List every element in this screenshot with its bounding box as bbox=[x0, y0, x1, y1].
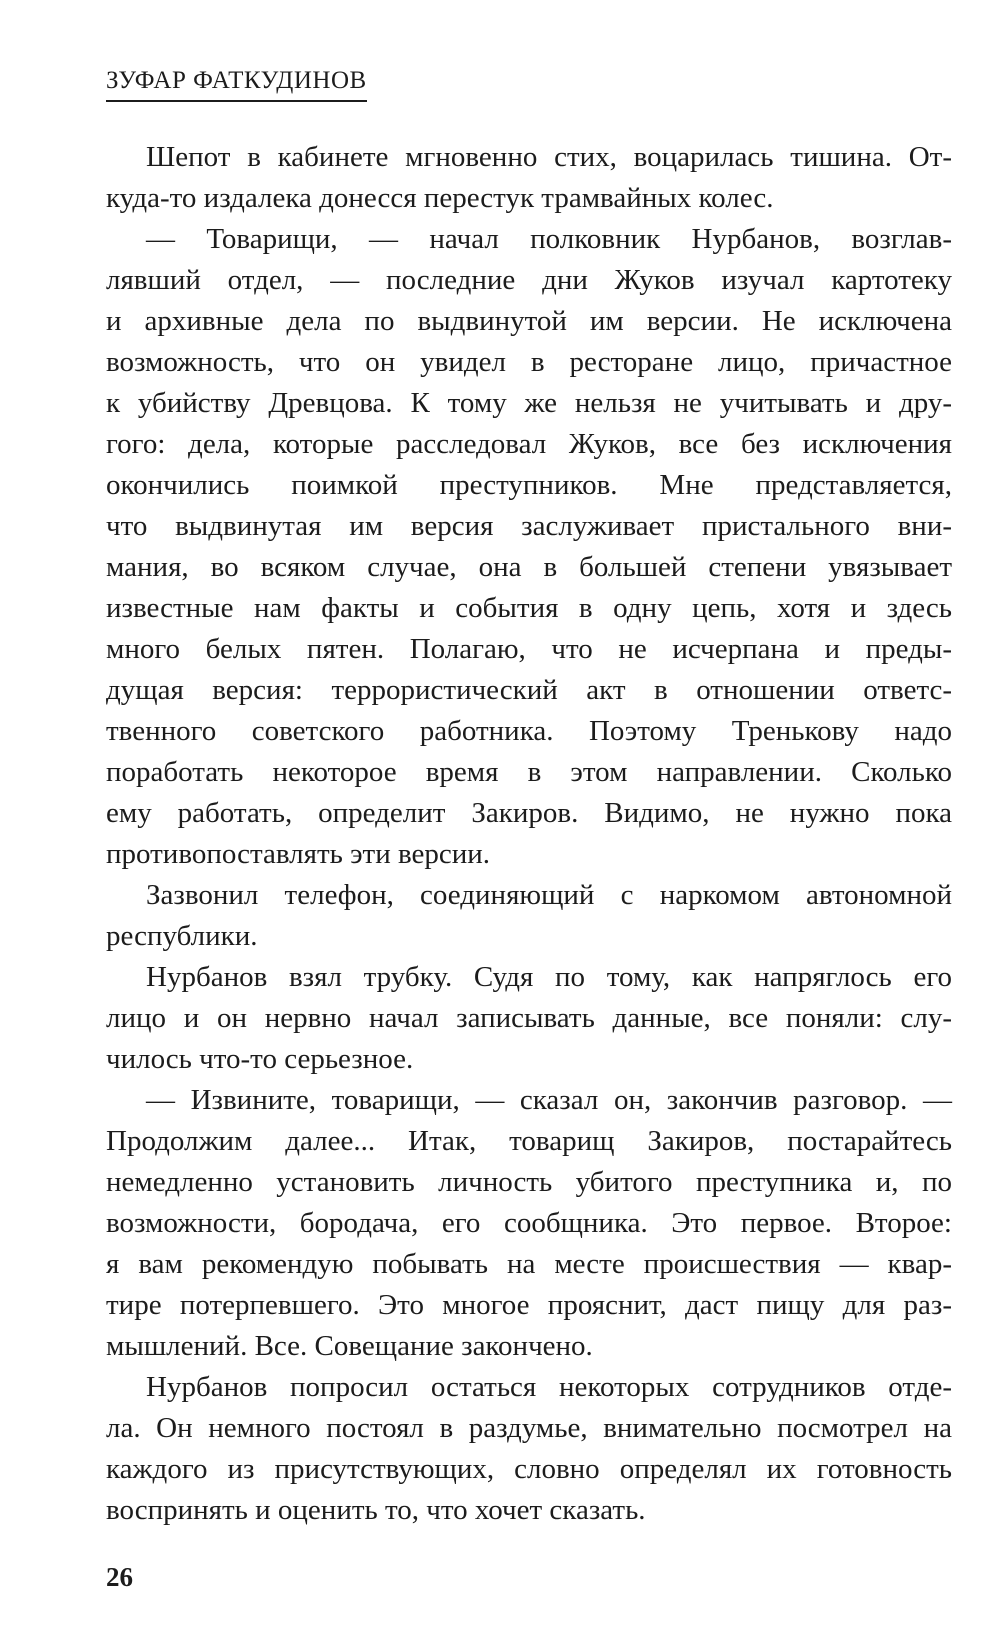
text-line: поработать некоторое время в этом направлении. Сколько bbox=[106, 756, 952, 788]
text-line: гого: дела, которые расследовал Жуков, все без исключения bbox=[106, 428, 952, 460]
text-line: воспринять и оценить то, что хочет сказать. bbox=[106, 1494, 646, 1526]
text-line: куда-то издалека донесся перестук трамвайных колес. bbox=[106, 182, 774, 214]
text-line: ла. Он немного постоял в раздумье, внимательно посмотрел на bbox=[106, 1412, 952, 1444]
text-line: Продолжим далее... Итак, товарищ Закиров, постарайтесь bbox=[106, 1125, 952, 1157]
text-line: каждого из присутствующих, словно определял их готовность bbox=[106, 1453, 952, 1485]
text-line: немедленно установить личность убитого преступника и, по bbox=[106, 1166, 952, 1198]
text-line: возможности, бородача, его сообщника. Это первое. Второе: bbox=[106, 1207, 952, 1239]
text-line: Шепот в кабинете мгновенно стих, воцарилась тишина. От- bbox=[146, 141, 952, 173]
text-line: республики. bbox=[106, 920, 258, 952]
text-line: чилось что-то серьезное. bbox=[106, 1043, 414, 1075]
text-line: Нурбанов попросил остаться некоторых сотрудников отде- bbox=[146, 1371, 952, 1403]
text-line: мышлений. Все. Совещание закончено. bbox=[106, 1330, 593, 1362]
text-line: дущая версия: террористический акт в отношении ответс- bbox=[106, 674, 952, 706]
text-line: возможность, что он увидел в ресторане лицо, причастное bbox=[106, 346, 952, 378]
text-line: я вам рекомендую побывать на месте происшествия — квар- bbox=[106, 1248, 952, 1280]
text-line: — Товарищи, — начал полковник Нурбанов, возглав- bbox=[146, 223, 952, 255]
text-line: Зазвонил телефон, соединяющий с наркомом автономной bbox=[146, 879, 952, 911]
text-line: окончились поимкой преступников. Мне представляется, bbox=[106, 469, 952, 501]
text-line: мания, во всяком случае, она в большей степени увязывает bbox=[106, 551, 952, 583]
text-line: тире потерпевшего. Это многое прояснит, даст пищу для раз- bbox=[106, 1289, 952, 1321]
text-line: известные нам факты и события в одну цепь, хотя и здесь bbox=[106, 592, 952, 624]
text-line: лицо и он нервно начал записывать данные, все поняли: слу- bbox=[106, 1002, 952, 1034]
running-head: ЗУФАР ФАТКУДИНОВ bbox=[106, 64, 367, 102]
text-line: твенного советского работника. Поэтому Тренькову надо bbox=[106, 715, 952, 747]
text-line: много белых пятен. Полагаю, что не исчерпана и преды- bbox=[106, 633, 952, 665]
text-line: лявший отдел, — последние дни Жуков изучал картотеку bbox=[106, 264, 952, 296]
text-line: что выдвинутая им версия заслуживает пристального вни- bbox=[106, 510, 952, 542]
text-line: — Извините, товарищи, — сказал он, закончив разговор. — bbox=[146, 1084, 952, 1116]
text-line: Нурбанов взял трубку. Судя по тому, как напряглось его bbox=[146, 961, 952, 993]
page-number: 26 bbox=[106, 1562, 133, 1592]
body-text bbox=[106, 137, 952, 1531]
text-line: и архивные дела по выдвинутой им версии. Не исключена bbox=[106, 305, 952, 337]
text-line: противопоставлять эти версии. bbox=[106, 838, 491, 870]
text-line: к убийству Древцова. К тому же нельзя не учитывать и дру- bbox=[106, 387, 952, 419]
text-line: ему работать, определит Закиров. Видимо, не нужно пока bbox=[106, 797, 952, 829]
